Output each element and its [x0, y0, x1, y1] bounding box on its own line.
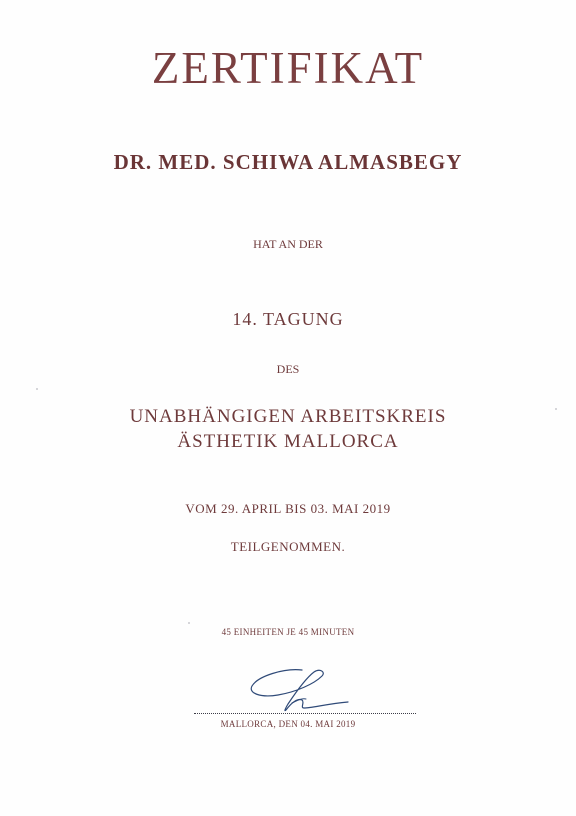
place-date: MALLORCA, DEN 04. MAI 2019 [220, 719, 356, 729]
event-name: 14. TAGUNG [232, 309, 344, 329]
units-text: 45 EINHEITEN JE 45 MINUTEN [221, 627, 355, 637]
organization-line-1: UNABHÄNGIGEN ARBEITSKREIS [129, 406, 447, 427]
intro-text: HAT AN DER [253, 237, 323, 251]
connector-text: DES [276, 362, 300, 376]
paper-speck [36, 388, 38, 390]
recipient-name: DR. MED. SCHIWA ALMASBEGY [113, 150, 463, 174]
signature-icon [244, 662, 354, 718]
participation-text: TEILGENOMMEN. [230, 539, 346, 554]
date-range: VOM 29. APRIL BIS 03. MAI 2019 [185, 501, 391, 516]
certificate-title: ZERTIFIKAT [151, 43, 425, 93]
paper-speck [555, 408, 557, 410]
signature-line [194, 713, 416, 714]
organization-line-2: ÄSTHETIK MALLORCA [177, 431, 399, 452]
paper-speck [188, 622, 190, 624]
